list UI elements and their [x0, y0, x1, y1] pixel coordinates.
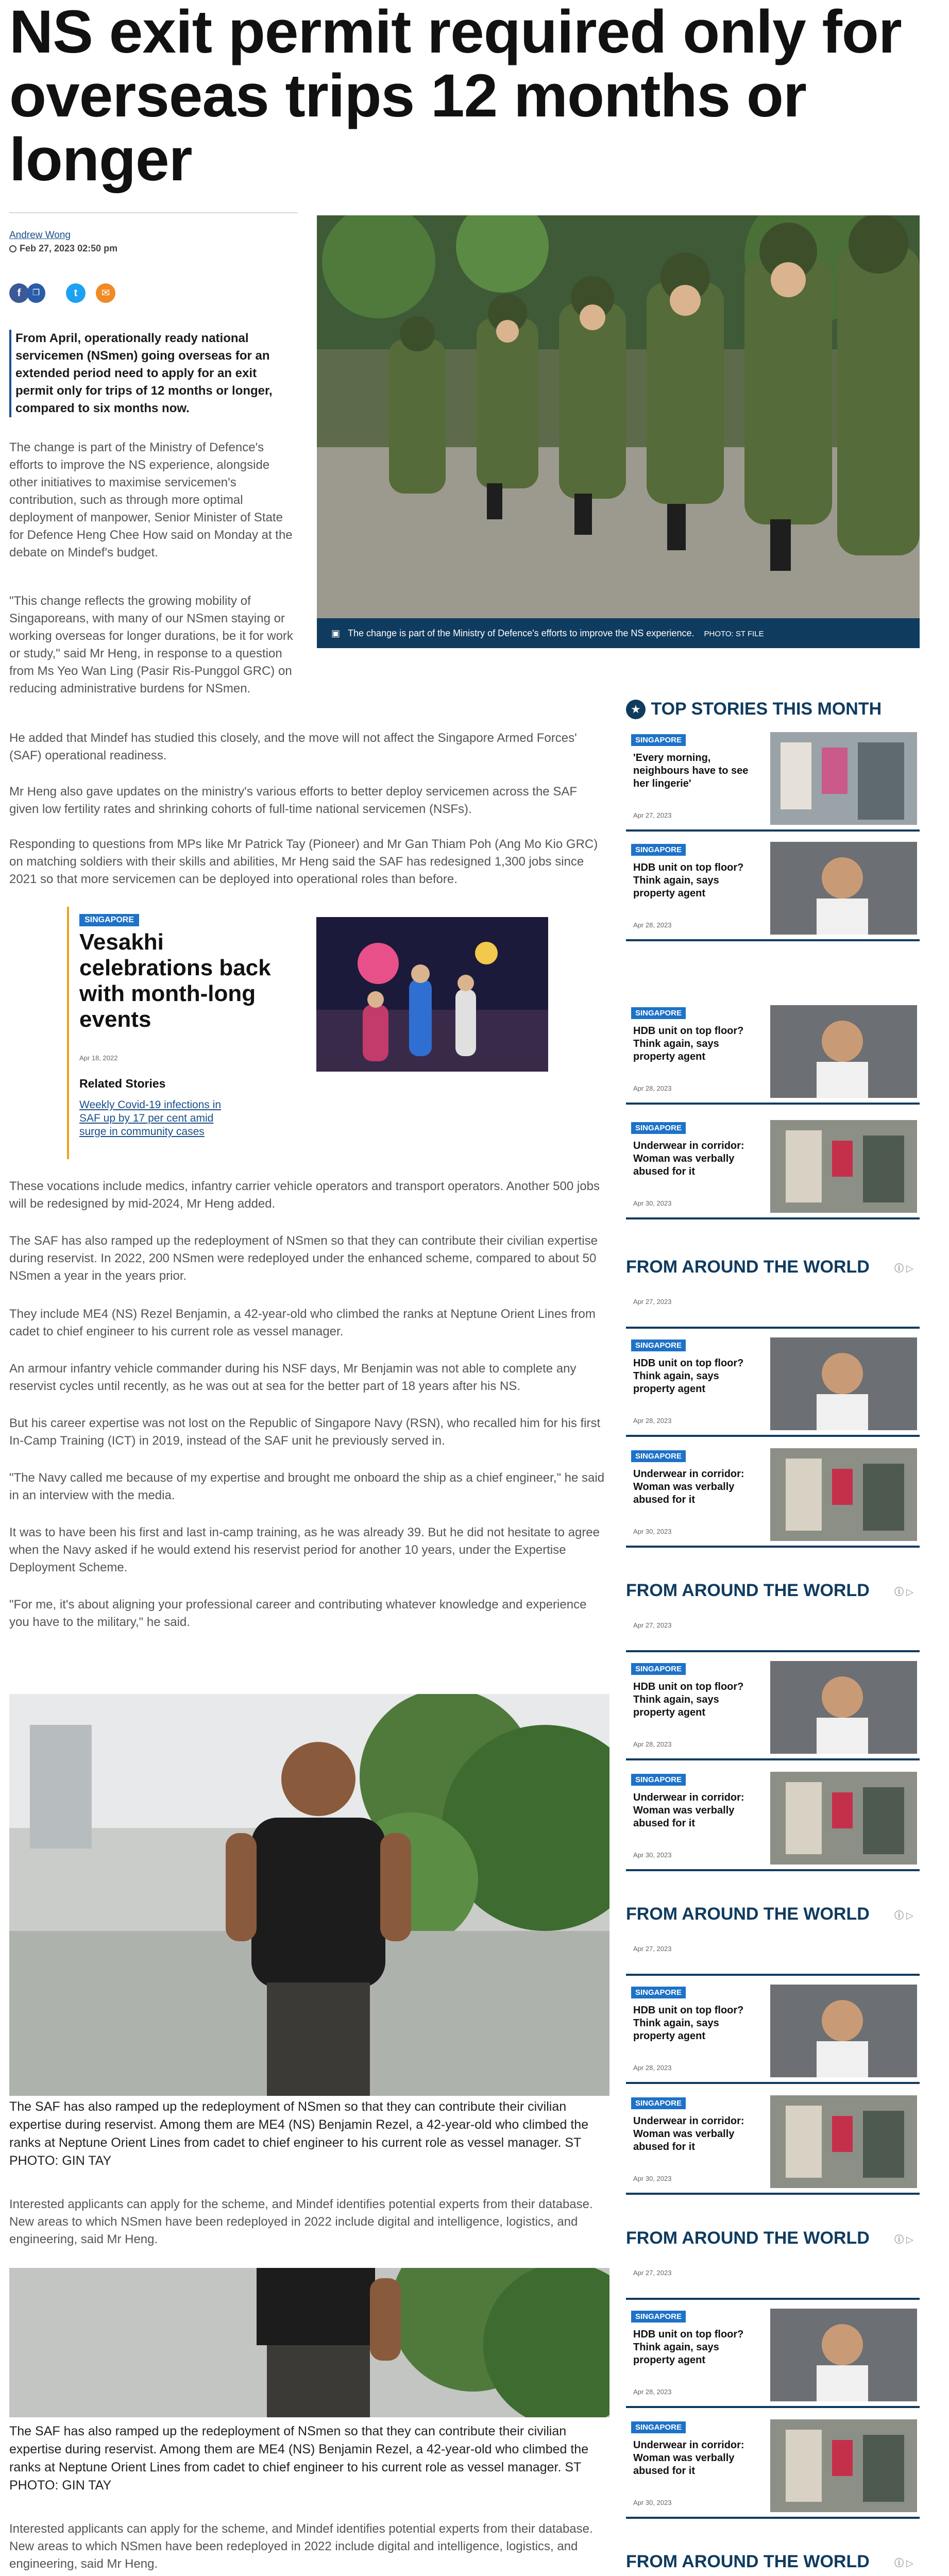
property-agent-image — [770, 1337, 917, 1430]
card-title[interactable]: HDB unit on top floor? Think again, says property agent — [633, 862, 744, 899]
star-icon: ★ — [626, 700, 646, 719]
paragraph-5: Responding to questions from MPs like Mr Patrick Tay (Pioneer) and Mr Gan Thiam Poh (Ang Mo Kio GRC) on matching soldiers with their skills and abilities, Mr Heng said the SAF has redesigned 1,300 jobs since 2021 so that more servicemen can be deployed into operational roles than before. — [9, 837, 598, 886]
card-title[interactable]: HDB unit on top floor? Think again, says property agent — [633, 2005, 744, 2042]
story-card-partial[interactable] — [626, 1614, 920, 1652]
world-title: FROM AROUND THE WORLD — [626, 1257, 870, 1277]
card-date: Apr 28, 2023 — [633, 1084, 672, 1092]
card-title[interactable]: HDB unit on top floor? Think again, says property agent — [633, 2329, 744, 2366]
story-card[interactable] — [626, 1445, 920, 1548]
ad-choices-icon[interactable]: ⓘ ▷ — [894, 2234, 913, 2245]
related-title[interactable]: Vesakhi celebrations back with month-long events — [79, 929, 271, 1032]
ad-choices-icon[interactable]: ⓘ ▷ — [894, 1587, 913, 1597]
paragraph-8: They include ME4 (NS) Rezel Benjamin, a 42-year-old who climbed the ranks at Neptune Orient Lines from cadet to chief engineer to his current role as vessel manager. — [9, 1307, 596, 1338]
hero-caption-bar — [317, 618, 920, 648]
man-portrait-crop-image — [9, 2268, 609, 2417]
publish-date-text: Feb 27, 2023 02:50 pm — [20, 243, 118, 253]
card-date: Apr 30, 2023 — [633, 2499, 672, 2506]
camera-icon: ▣ — [331, 628, 341, 638]
card-thumbnail[interactable] — [770, 1448, 917, 1541]
story-card[interactable] — [626, 1658, 920, 1760]
card-date: Apr 30, 2023 — [633, 1199, 672, 1207]
underwear-corridor-image — [770, 2095, 917, 2188]
story-card[interactable] — [626, 1769, 920, 1871]
clock-icon — [9, 245, 16, 252]
vesakhi-celebration-image — [316, 917, 548, 1072]
related-tag: SINGAPORE — [79, 914, 139, 926]
from-around-world-header — [626, 2552, 920, 2572]
card-date: Apr 27, 2023 — [633, 2269, 672, 2277]
card-date: Apr 28, 2023 — [633, 2388, 672, 2396]
story-card[interactable] — [626, 1117, 920, 1219]
lingerie-corridor-image — [770, 732, 917, 825]
underwear-corridor-image — [770, 2419, 917, 2512]
article-headline: NS exit permit required only for overseas trips 12 months or longer — [9, 0, 902, 194]
facebook-share-icon[interactable]: f — [9, 283, 29, 303]
card-thumbnail[interactable] — [770, 2095, 917, 2188]
card-title[interactable]: HDB unit on top floor? Think again, says property agent — [633, 1681, 744, 1718]
story-card[interactable] — [626, 2416, 920, 2519]
author-link[interactable]: Andrew Wong — [9, 230, 71, 241]
from-around-world-header — [626, 2228, 920, 2248]
related-story-link[interactable]: Weekly Covid-19 infections in SAF up by 17 per cent amid surge in community cases — [79, 1099, 222, 1138]
story-card[interactable] — [626, 1002, 920, 1105]
card-date: Apr 27, 2023 — [633, 1621, 672, 1629]
from-around-world-header — [626, 1257, 920, 1277]
card-title[interactable]: HDB unit on top floor? Think again, says property agent — [633, 1025, 744, 1062]
soldiers-marching-image — [317, 215, 920, 622]
paragraph-11: "The Navy called me because of my expertise and brought me onboard the ship as a chief engineer," he said in an interview with the media. — [9, 1471, 605, 1502]
card-title[interactable]: HDB unit on top floor? Think again, says property agent — [633, 1358, 744, 1395]
card-date: Apr 30, 2023 — [633, 2175, 672, 2182]
card-tag: SINGAPORE — [631, 844, 686, 856]
benjamin-photo-repeat — [9, 2268, 609, 2417]
hero-photo — [317, 215, 920, 648]
paragraph-7: The SAF has also ramped up the redeployment of NSmen so that they can contribute their civilian expertise during reservist. In 2022, 200 NSmen were redeployed under the enhanced scheme, compared to about 50 NSmen a year in the years prior. — [9, 1234, 598, 1283]
top-stories-title: TOP STORIES THIS MONTH — [651, 699, 882, 719]
hero-caption: The change is part of the Ministry of Defence's efforts to improve the NS experience. — [348, 628, 694, 638]
story-card[interactable] — [626, 1334, 920, 1437]
byline-divider — [9, 212, 298, 213]
after-photo-paragraph-1: Interested applicants can apply for the scheme, and Mindef identifies potential experts from their database. New areas to which NSmen have been redeployed in 2022 include digital and intelligence, logistics, and engineering, said Mr Heng. — [9, 2197, 593, 2246]
hero-credit: PHOTO: ST FILE — [704, 630, 764, 638]
man-portrait-image — [9, 1694, 609, 2096]
card-tag: SINGAPORE — [631, 1774, 686, 1786]
twitter-share-icon[interactable]: t — [66, 283, 86, 303]
related-stories-heading: Related Stories — [79, 1077, 166, 1090]
paragraph-10: But his career expertise was not lost on the Republic of Singapore Navy (RSN), who recalled him for his first In-Camp Training (ICT) in 2019, instead of the SAF unit he previously served in. — [9, 1416, 601, 1448]
card-title[interactable]: Underwear in corridor: Woman was verbally abused for it — [633, 1468, 744, 1505]
card-title[interactable]: Underwear in corridor: Woman was verbally abused for it — [633, 2115, 744, 2153]
card-thumbnail[interactable] — [770, 1337, 917, 1430]
card-date: Apr 27, 2023 — [633, 811, 672, 819]
card-thumbnail[interactable] — [770, 2309, 917, 2401]
property-agent-image — [770, 1985, 917, 2077]
underwear-corridor-image — [770, 1448, 917, 1541]
paragraph-12: It was to have been his first and last in-camp training, as he was already 39. But he did not hesitate to agree when the Navy asked if he would extend his reservist period for another 10 years, under the Expertise Deployment Scheme. — [9, 1526, 600, 1574]
paragraph-2: "This change reflects the growing mobility of Singaporeans, with many of our NSmen staying or working overseas for longer durations, be it for work or study," said Mr Heng, in response to a question from Ms Yeo Wan Ling (Pasir Ris-Punggol GRC) on reducing administrative burdens for NSmen. — [9, 594, 293, 696]
email-share-icon[interactable]: ✉ — [96, 283, 115, 303]
property-agent-image — [770, 1005, 917, 1098]
card-tag: SINGAPORE — [631, 1122, 686, 1134]
property-agent-image — [770, 1661, 917, 1754]
from-around-world-header — [626, 1581, 920, 1601]
ad-choices-icon[interactable]: ⓘ ▷ — [894, 1910, 913, 1921]
related-thumbnail[interactable] — [316, 917, 548, 1072]
publish-date — [9, 243, 117, 254]
world-title: FROM AROUND THE WORLD — [626, 1904, 870, 1924]
paragraph-4: Mr Heng also gave updates on the ministry's various efforts to better deploy servicemen across the SAF given low fertility rates and shrinking cohorts of full-time national servicemen (NSFs). — [9, 785, 577, 816]
related-box — [67, 907, 569, 1159]
paragraph-1: The change is part of the Ministry of Defence's efforts to improve the NS experience, alongside other initiatives to maximise servicemen's contribution, such as through more optimal deployment of manpower, Senior Minister of State for Defence Heng Chee How said on Monday at the debate on Mindef's budget. — [9, 440, 293, 560]
photo-caption-2: The SAF has also ramped up the redeployment of NSmen so that they can contribute their civilian expertise during reservist. Among them are ME4 (NS) Benjamin Rezel, a 42-year-old who climbed the ranks at Neptune Orient Lines from cadet to chief engineer to his current role as vessel manager. ST PHOTO: GIN TAY — [9, 2424, 589, 2493]
paragraph-3: He added that Mindef has studied this closely, and the move will not affect the Singapore Armed Forces' (SAF) operational readiness. — [9, 731, 577, 762]
card-date: Apr 30, 2023 — [633, 1528, 672, 1535]
underwear-corridor-image — [770, 1120, 917, 1213]
world-title: FROM AROUND THE WORLD — [626, 2228, 870, 2248]
card-tag: SINGAPORE — [631, 1007, 686, 1019]
after-photo-paragraph-2: Interested applicants can apply for the scheme, and Mindef identifies potential experts from their database. New areas to which NSmen have been redeployed in 2022 include digital and intelligence, logistics, and engineering, said Mr Heng. — [9, 2522, 593, 2571]
card-thumbnail[interactable] — [770, 2419, 917, 2512]
card-date: Apr 27, 2023 — [633, 1298, 672, 1306]
world-title: FROM AROUND THE WORLD — [626, 1581, 870, 1600]
card-tag: SINGAPORE — [631, 1987, 686, 1998]
story-card-partial[interactable] — [626, 1938, 920, 1976]
card-thumbnail[interactable] — [770, 1772, 917, 1865]
story-card[interactable] — [626, 729, 920, 832]
card-title[interactable]: Underwear in corridor: Woman was verbally abused for it — [633, 2439, 744, 2477]
paragraph-13: "For me, it's about aligning your professional career and contributing whatever knowledge and experience you have to the military," he said. — [9, 1598, 587, 1629]
paragraph-6: These vocations include medics, infantry carrier vehicle operators and transport operators. Another 500 jobs will be redesigned by mid-2024, Mr Heng added. — [9, 1179, 600, 1211]
card-tag: SINGAPORE — [631, 2097, 686, 2109]
article-lede: From April, operationally ready national servicemen (NSmen) going overseas for an extended period need to apply for an exit permit only for trips of 12 months or longer, compared to six months now. — [9, 330, 294, 417]
card-thumbnail[interactable] — [770, 1120, 917, 1213]
story-card[interactable] — [626, 839, 920, 941]
story-card[interactable] — [626, 2092, 920, 2195]
card-thumbnail[interactable] — [770, 1661, 917, 1754]
card-thumbnail[interactable] — [770, 842, 917, 935]
card-date: Apr 28, 2023 — [633, 2064, 672, 2072]
property-agent-image — [770, 2309, 917, 2401]
card-tag: SINGAPORE — [631, 1450, 686, 1462]
card-tag: SINGAPORE — [631, 734, 686, 746]
card-tag: SINGAPORE — [631, 2311, 686, 2323]
related-date: Apr 18, 2022 — [79, 1054, 118, 1062]
card-date: Apr 30, 2023 — [633, 1851, 672, 1859]
card-title[interactable]: Underwear in corridor: Woman was verbally abused for it — [633, 1792, 744, 1829]
benjamin-photo — [9, 1694, 609, 2096]
top-stories-header — [626, 699, 920, 719]
from-around-world-header — [626, 1904, 920, 1924]
card-thumbnail[interactable] — [770, 1985, 917, 2077]
story-card-partial[interactable] — [626, 1291, 920, 1329]
card-date: Apr 28, 2023 — [633, 1417, 672, 1425]
story-card[interactable] — [626, 2306, 920, 2408]
card-tag: SINGAPORE — [631, 1663, 686, 1675]
paragraph-9: An armour infantry vehicle commander during his NSF days, Mr Benjamin was not able to complete any reservist cycles until recently, as he was out at sea for the better part of 18 years after his NS. — [9, 1362, 577, 1393]
story-card[interactable] — [626, 1981, 920, 2084]
card-thumbnail[interactable] — [770, 1005, 917, 1098]
card-date: Apr 27, 2023 — [633, 1945, 672, 1953]
card-tag: SINGAPORE — [631, 1340, 686, 1351]
photo-caption-1: The SAF has also ramped up the redeployment of NSmen so that they can contribute their civilian expertise during reservist. Among them are ME4 (NS) Benjamin Rezel, a 42-year-old who climbed the ranks at Neptune Orient Lines from cadet to chief engineer to his current role as vessel manager. ST PHOTO: GIN TAY — [9, 2099, 589, 2168]
ad-choices-icon[interactable]: ⓘ ▷ — [894, 1263, 913, 1274]
card-tag: SINGAPORE — [631, 2421, 686, 2433]
card-thumbnail[interactable] — [770, 732, 917, 825]
world-title: FROM AROUND THE WORLD — [626, 2552, 870, 2571]
ad-choices-icon[interactable]: ⓘ ▷ — [894, 2558, 913, 2568]
story-card-partial[interactable] — [626, 2262, 920, 2300]
underwear-corridor-image — [770, 1772, 917, 1865]
property-agent-image — [770, 842, 917, 935]
card-date: Apr 28, 2023 — [633, 921, 672, 929]
card-title[interactable]: Underwear in corridor: Woman was verbally abused for it — [633, 1140, 744, 1177]
card-date: Apr 28, 2023 — [633, 1740, 672, 1748]
bookmark-share-icon[interactable]: ❐ — [27, 283, 45, 303]
card-title[interactable]: 'Every morning, neighbours have to see her lingerie' — [633, 752, 749, 789]
